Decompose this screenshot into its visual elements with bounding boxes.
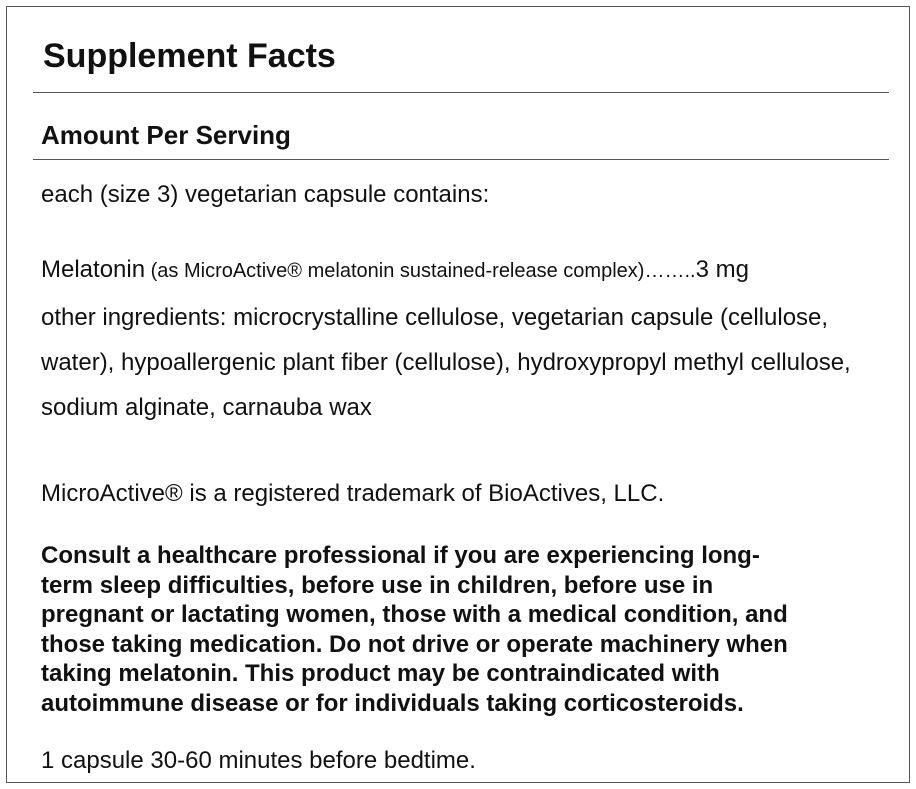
panel-title: Supplement Facts <box>43 37 336 75</box>
supplement-facts-panel <box>6 6 910 783</box>
warning-line: pregnant or lactating women, those with a medical condition, and <box>41 601 788 628</box>
ingredient-leader-dots: …….. <box>644 260 696 282</box>
ingredient-amount: 3 mg <box>695 256 749 283</box>
warning-line: term sleep difficulties, before use in children, before use in <box>41 571 714 599</box>
warning-line: those taking medication. Do not drive or operate machinery when <box>41 630 788 658</box>
ingredient-row <box>41 256 749 284</box>
directions-text: 1 capsule 30-60 minutes before bedtime. <box>41 747 476 774</box>
other-ingredients-text: other ingredients: microcrystalline cellulose, vegetarian capsule (cellulose, water), hypoallergenic plant fiber (cellulose), hydroxypropyl methyl cellulose, sodium alginate, carnauba wax <box>41 304 851 421</box>
subheading-divider <box>33 159 889 160</box>
ingredient-source-note: (as MicroActive® melatonin sustained-release complex) <box>145 260 645 282</box>
warning-line: taking melatonin. This product may be contraindicated with <box>41 660 720 687</box>
warning-text <box>41 541 901 718</box>
warning-line: Consult a healthcare professional if you are experiencing long- <box>41 542 760 569</box>
trademark-note: MicroActive® is a registered trademark of BioActives, LLC. <box>41 480 665 507</box>
amount-per-serving-heading: Amount Per Serving <box>41 120 291 150</box>
ingredient-name: Melatonin <box>41 256 146 283</box>
title-divider <box>33 92 889 93</box>
serving-size-text: each (size 3) vegetarian capsule contains: <box>41 181 490 208</box>
warning-line: autoimmune disease or for individuals taking corticosteroids. <box>41 689 744 717</box>
